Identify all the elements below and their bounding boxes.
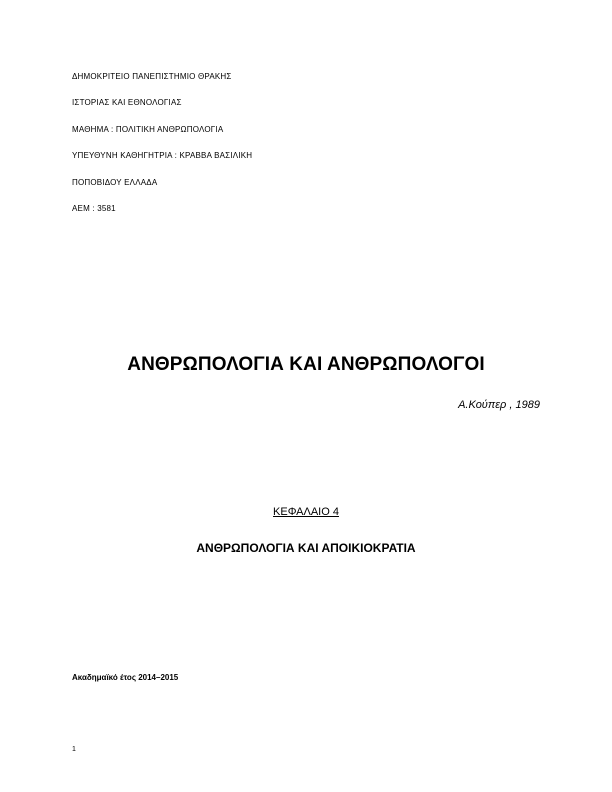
course-name: ΜΑΘΗΜΑ : ΠΟΛΙΤΙΚΗ ΑΝΘΡΩΠΟΛΟΓΙΑ xyxy=(72,124,224,134)
page-number: 1 xyxy=(72,746,76,753)
academic-year: Ακαδημαϊκό έτος 2014–2015 xyxy=(72,673,179,682)
chapter-number: ΚΕΦΑΛΑΙΟ 4 xyxy=(273,506,339,518)
student-name: ΠΟΠΟΒΙΔΟΥ ΕΛΛΑΔΑ xyxy=(72,177,158,187)
author-citation: Α.Κούπερ , 1989 xyxy=(458,399,540,411)
department-name: ΙΣΤΟΡΙΑΣ ΚΑΙ ΕΘΝΟΛΟΓΙΑΣ xyxy=(72,98,182,108)
header-info xyxy=(72,72,252,230)
document-title: ΑΝΘΡΩΠΟΛΟΓΙΑ ΚΑΙ ΑΝΘΡΩΠΟΛΟΓΟΙ xyxy=(127,354,485,375)
student-id: ΑΕΜ : 3581 xyxy=(72,203,116,213)
chapter-title: ΑΝΘΡΩΠΟΛΟΓΙΑ ΚΑΙ ΑΠΟΙΚΙΟΚΡΑΤΙΑ xyxy=(196,541,416,555)
university-name: ΔΗΜΟΚΡΙΤΕΙΟ ΠΑΝΕΠΙΣΤΗΜΙΟ ΘΡΑΚΗΣ xyxy=(72,72,232,81)
professor-name: ΥΠΕΥΘΥΝΗ ΚΑΘΗΓΗΤΡΙΑ : ΚΡΑΒΒΑ ΒΑΣΙΛΙΚΗ xyxy=(72,151,253,161)
